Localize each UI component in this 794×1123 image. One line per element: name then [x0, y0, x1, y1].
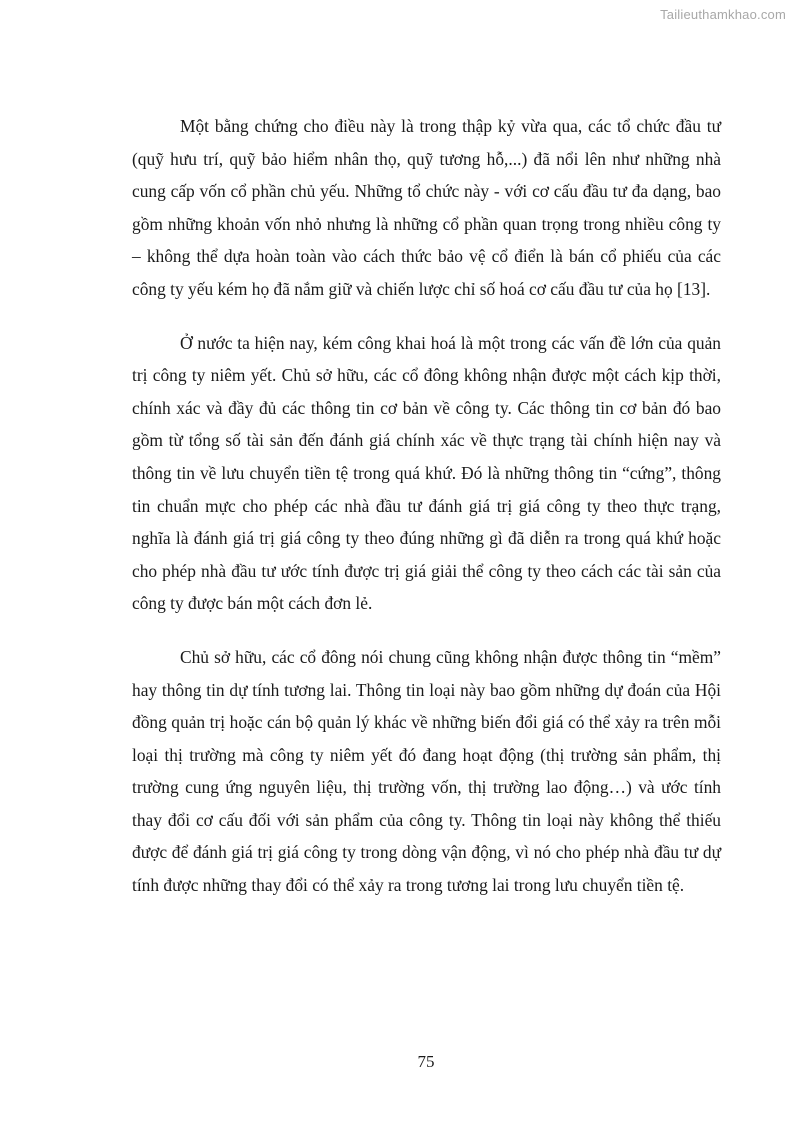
paragraph-1: Một bằng chứng cho điều này là trong thập kỷ vừa qua, các tổ chức đầu tư (quỹ hưu trí, quỹ bảo hiểm nhân thọ, quỹ tương hỗ,...) đã nổi lên như những nhà cung cấp vốn cổ phần chủ yếu. Những tổ chức này - với cơ cấu đầu tư đa dạng, bao gồm những khoản vốn nhỏ nhưng là những cổ phần quan trọng trong nhiều công ty – không thể dựa hoàn toàn vào cách thức bảo vệ cổ điển là bán cổ phiếu của các công ty yếu kém họ đã nắm giữ và chiến lược chỉ số hoá cơ cấu đầu tư của họ [13].	[132, 116, 721, 299]
page-number: 75	[417, 1052, 435, 1071]
paragraph-2: Ở nước ta hiện nay, kém công khai hoá là một trong các vấn đề lớn của quản trị công ty niêm yết. Chủ sở hữu, các cổ đông không nhận được một cách kịp thời, chính xác và đầy đủ các thông tin cơ bản về công ty. Các thông tin cơ bản đó bao gồm từ tổng số tài sản đến đánh giá chính xác về thực trạng tài chính hiện nay và thông tin về lưu chuyển tiền tệ trong quá khứ. Đó là những thông tin “cứng”, thông tin chuẩn mực cho phép các nhà đầu tư đánh giá trị giá công ty theo thực trạng, nghĩa là đánh giá trị giá công ty theo đúng những gì đã diễn ra trong quá khứ hoặc cho phép nhà đầu tư ước tính được trị giá giải thể công ty theo cách các tài sản của công ty được bán một cách đơn lẻ.	[132, 332, 721, 614]
watermark-text: Tailieuthamkhao.com	[660, 7, 786, 22]
document-body	[132, 110, 721, 923]
paragraph-3: Chủ sở hữu, các cổ đông nói chung cũng không nhận được thông tin “mềm” hay thông tin dự tính tương lai. Thông tin loại này bao gồm những dự đoán của Hội đồng quản trị hoặc cán bộ quản lý khác về những biến đổi giá có thể xảy ra trên mỗi loại thị trường mà công ty niêm yết đó đang hoạt động (thị trường sản phẩm, thị trường cung ứng nguyên liệu, thị trường vốn, thị trường lao động…) và ước tính thay đổi cơ cấu đối với sản phẩm của công ty. Thông tin loại này không thể thiếu được để đánh giá trị giá công ty trong dòng vận động, vì nó cho phép nhà đầu tư dự tính được những thay đổi có thể xảy ra trong tương lai trong lưu chuyển tiền tệ.	[132, 646, 721, 896]
